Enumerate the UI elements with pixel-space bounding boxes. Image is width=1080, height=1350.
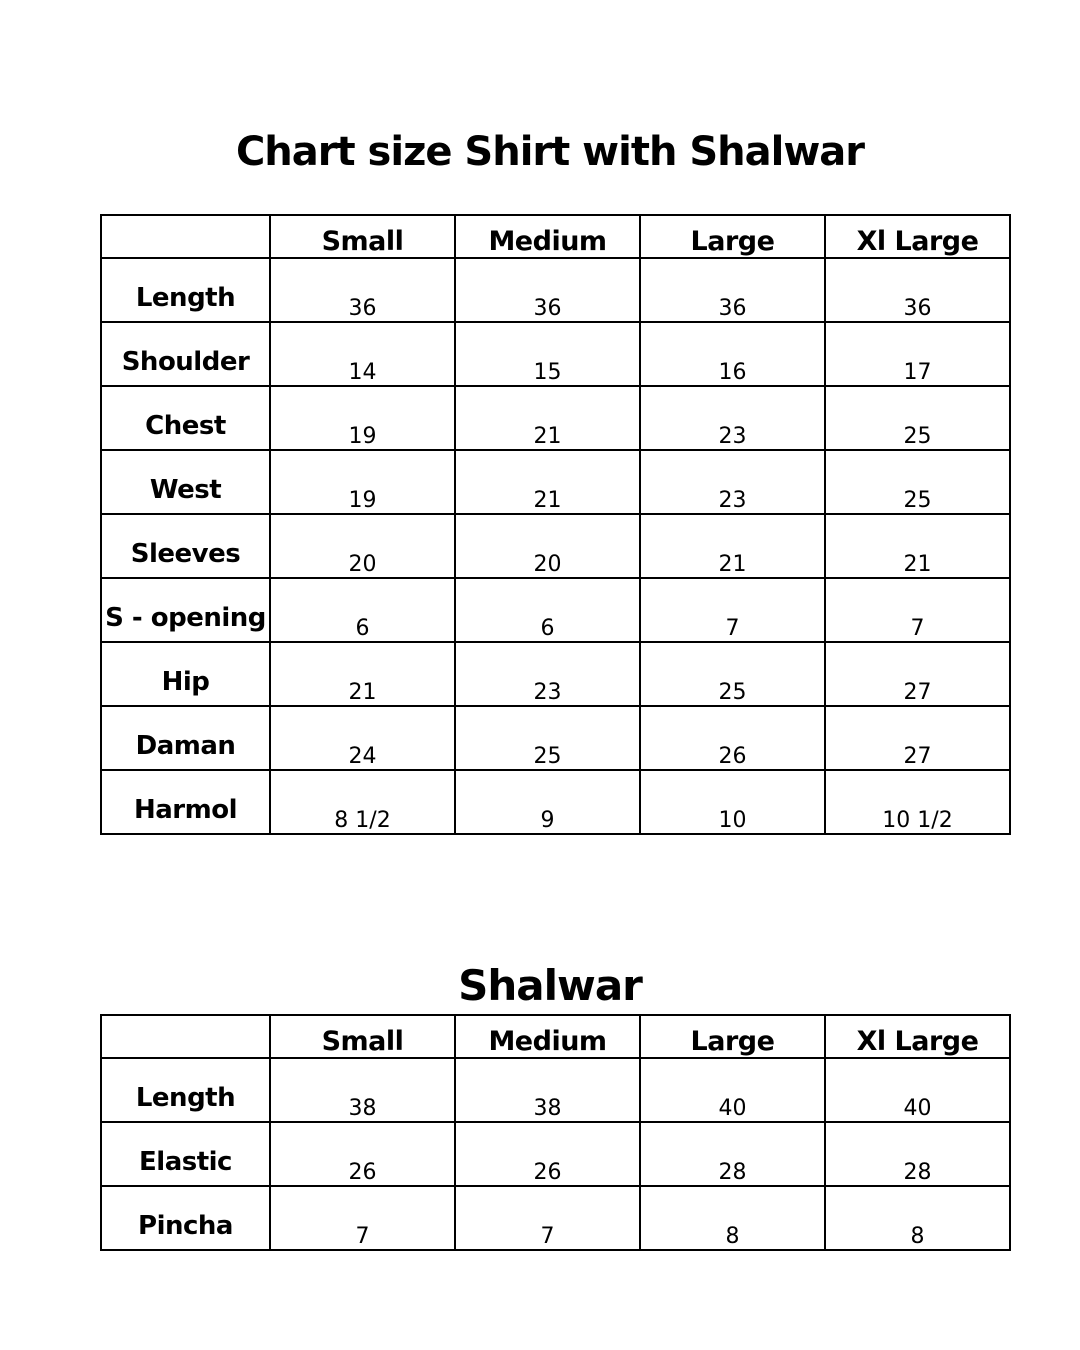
table-cell: 21 (455, 450, 640, 514)
table-cell: 26 (640, 706, 825, 770)
row-label: Length (101, 1058, 270, 1122)
table-cell: 19 (270, 450, 455, 514)
table-cell: 7 (270, 1186, 455, 1250)
table-cell: 10 (640, 770, 825, 834)
shalwar-chart-title: Shalwar (458, 961, 642, 1010)
table-cell: 27 (825, 642, 1010, 706)
table-cell: 8 1/2 (270, 770, 455, 834)
table-cell: 9 (455, 770, 640, 834)
table-cell: 16 (640, 322, 825, 386)
table-cell: 15 (455, 322, 640, 386)
table-cell: 25 (640, 642, 825, 706)
row-label: S - opening (101, 578, 270, 642)
table-cell: 19 (270, 386, 455, 450)
table-cell: 26 (270, 1122, 455, 1186)
table-row (101, 770, 1010, 834)
row-label: Harmol (101, 770, 270, 834)
table-cell: 24 (270, 706, 455, 770)
table-row (101, 322, 1010, 386)
shirt-table-body (101, 215, 1010, 834)
row-label: Shoulder (101, 322, 270, 386)
table-cell: 38 (455, 1058, 640, 1122)
column-header: Small (270, 215, 455, 258)
table-cell: 38 (270, 1058, 455, 1122)
corner-cell (101, 215, 270, 258)
shalwar-size-table (100, 1014, 1011, 1251)
table-row (101, 706, 1010, 770)
table-cell: 20 (455, 514, 640, 578)
table-cell: 36 (640, 258, 825, 322)
table-row (101, 1122, 1010, 1186)
row-label: Sleeves (101, 514, 270, 578)
table-cell: 23 (455, 642, 640, 706)
table-cell: 28 (825, 1122, 1010, 1186)
table-row (101, 258, 1010, 322)
table-cell: 25 (455, 706, 640, 770)
table-cell: 21 (825, 514, 1010, 578)
table-cell: 6 (270, 578, 455, 642)
table-cell: 14 (270, 322, 455, 386)
table-cell: 21 (270, 642, 455, 706)
table-cell: 40 (640, 1058, 825, 1122)
table-cell: 25 (825, 450, 1010, 514)
shalwar-table-body (101, 1015, 1010, 1250)
table-row (101, 578, 1010, 642)
table-cell: 25 (825, 386, 1010, 450)
table-cell: 36 (270, 258, 455, 322)
row-label: West (101, 450, 270, 514)
table-cell: 10 1/2 (825, 770, 1010, 834)
table-cell: 36 (455, 258, 640, 322)
table-cell: 26 (455, 1122, 640, 1186)
table-cell: 23 (640, 386, 825, 450)
table-row (101, 1058, 1010, 1122)
table-row (101, 642, 1010, 706)
table-cell: 7 (455, 1186, 640, 1250)
corner-cell (101, 1015, 270, 1058)
row-label: Length (101, 258, 270, 322)
row-label: Chest (101, 386, 270, 450)
table-cell: 7 (825, 578, 1010, 642)
column-header: Medium (455, 215, 640, 258)
column-header: Small (270, 1015, 455, 1058)
table-cell: 8 (640, 1186, 825, 1250)
shirt-chart-title: Chart size Shirt with Shalwar (235, 129, 865, 175)
table-cell: 20 (270, 514, 455, 578)
table-cell: 23 (640, 450, 825, 514)
column-header: Large (640, 215, 825, 258)
table-row (101, 1186, 1010, 1250)
table-cell: 40 (825, 1058, 1010, 1122)
column-header: Large (640, 1015, 825, 1058)
table-cell: 28 (640, 1122, 825, 1186)
table-cell: 7 (640, 578, 825, 642)
table-cell: 6 (455, 578, 640, 642)
table-row (101, 386, 1010, 450)
table-cell: 36 (825, 258, 1010, 322)
column-header: Medium (455, 1015, 640, 1058)
row-label: Hip (101, 642, 270, 706)
table-row (101, 514, 1010, 578)
header-row (101, 215, 1010, 258)
table-cell: 21 (455, 386, 640, 450)
table-cell: 17 (825, 322, 1010, 386)
row-label: Pincha (101, 1186, 270, 1250)
column-header: Xl Large (825, 1015, 1010, 1058)
table-cell: 8 (825, 1186, 1010, 1250)
shirt-size-table (100, 214, 1011, 835)
column-header: Xl Large (825, 215, 1010, 258)
header-row (101, 1015, 1010, 1058)
table-cell: 27 (825, 706, 1010, 770)
row-label: Daman (101, 706, 270, 770)
row-label: Elastic (101, 1122, 270, 1186)
table-cell: 21 (640, 514, 825, 578)
table-row (101, 450, 1010, 514)
